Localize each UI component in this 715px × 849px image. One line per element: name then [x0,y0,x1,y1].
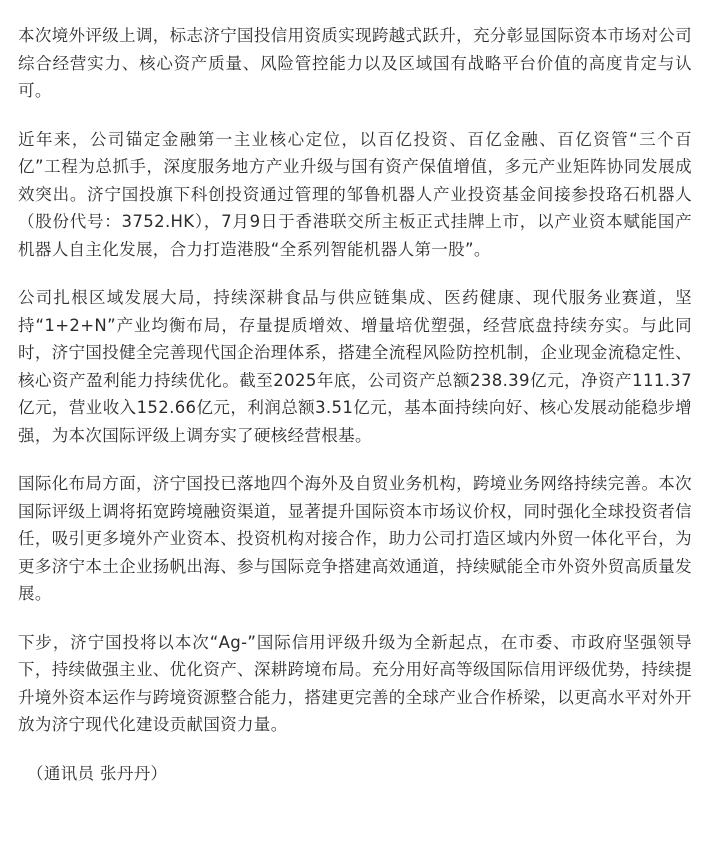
article-paragraph-3: 公司扎根区域发展大局，持续深耕食品与供应链集成、医药健康、现代服务业赛道，坚持“1+2+N”产业均衡布局，存量提质增效、增量培优塑强，经营底盘持续夯实。与此同时，济宁国投健全完善现代国企治理体系，搭建全流程风险防控机制，企业现金流稳定性、核心资产盈利能力持续优化。截至2025年底，公司资产总额238.39亿元，净资产111.37亿元，营业收入152.66亿元，利润总额3.51亿元，基本面持续向好、核心发展动能稳步增强，为本次国际评级上调夯实了硬核经营根基。 [18,288,692,445]
article-body [18,22,692,787]
article-paragraph-4: 国际化布局方面，济宁国投已落地四个海外及自贸业务机构，跨境业务网络持续完善。本次国际评级上调将拓宽跨境融资渠道，显著提升国际资本市场议价权，同时强化全球投资者信任，吸引更多境外产业资本、投资机构对接合作，助力公司打造区域内外贸一体化平台，为更多济宁本土企业扬帆出海、参与国际竞争搭建高效通道，持续赋能全市外资外贸高质量发展。 [18,474,692,603]
article-paragraph-5: 下步，济宁国投将以本次“Ag-”国际信用评级升级为全新起点，在市委、市政府坚强领导下，持续做强主业、优化资产、深耕跨境布局。充分用好高等级国际信用评级优势，持续提升境外资本运作与跨境资源整合能力，搭建更完善的全球产业合作桥梁，以更高水平对外开放为济宁现代化建设贡献国资力量。 [18,632,692,734]
article-paragraph-2: 近年来，公司锚定金融第一主业核心定位，以百亿投资、百亿金融、百亿资管“三个百亿”工程为总抓手，深度服务地方产业升级与国有资产保值增值，多元产业矩阵协同发展成效突出。济宁国投旗下科创投资通过管理的邹鲁机器人产业投资基金间接参投珞石机器人（股份代号：3752.HK），7月9日于香港联交所主板正式挂牌上市，以产业资本赋能国产机器人自主化发展，合力打造港股“全系列智能机器人第一股”。 [18,129,692,259]
article-paragraph-1: 本次境外评级上调，标志济宁国投信用资质实现跨越式跃升，充分彰显国际资本市场对公司综合经营实力、核心资产质量、风险管控能力以及区域国有战略平台价值的高度肯定与认可。 [18,26,692,100]
article-byline: （通讯员 张丹丹） [27,763,168,783]
